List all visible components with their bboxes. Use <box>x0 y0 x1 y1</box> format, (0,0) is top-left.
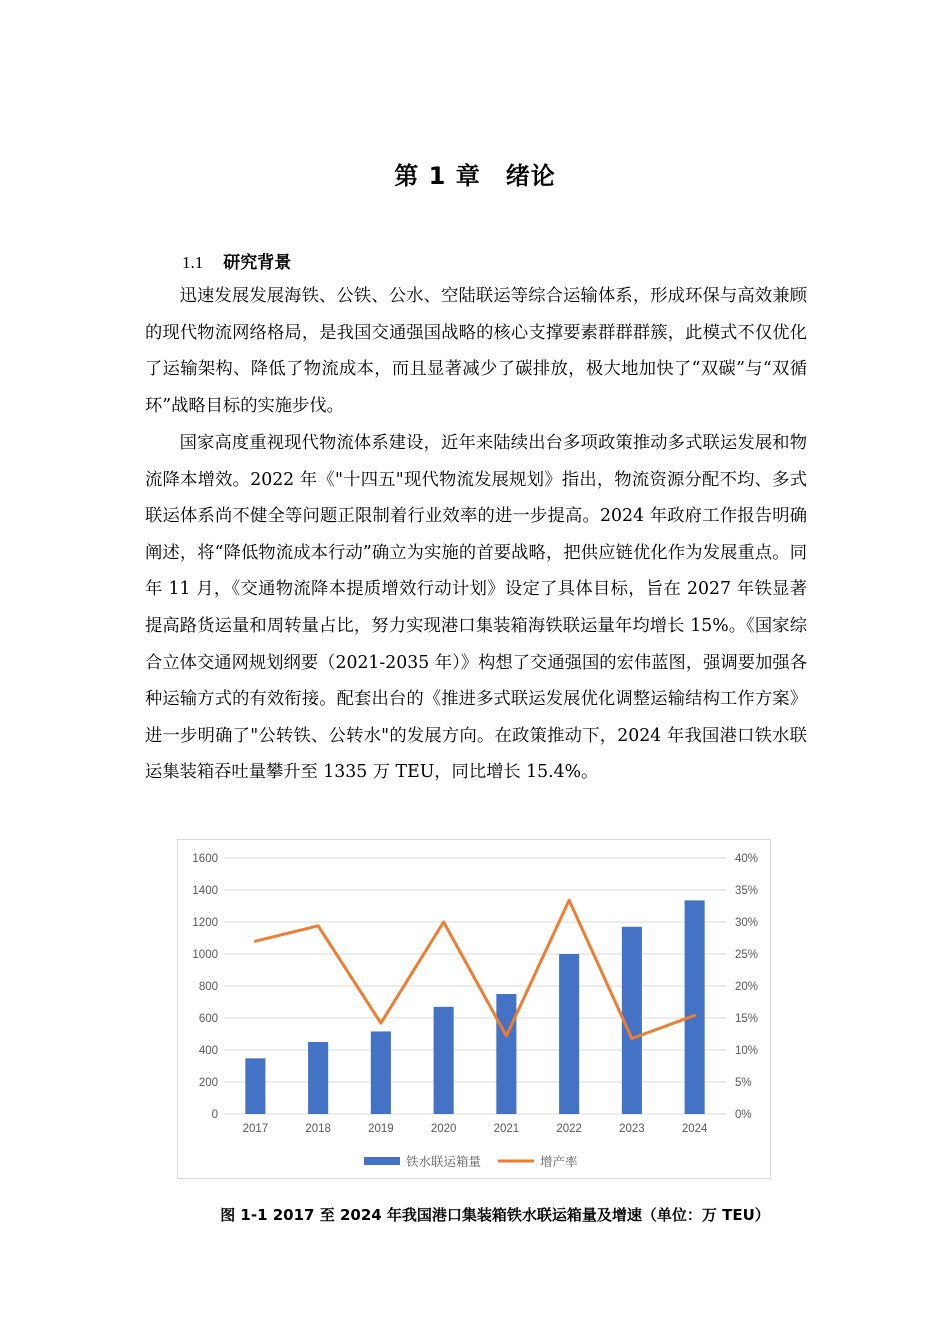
x-tick-label: 2018 <box>305 1123 331 1135</box>
bar <box>434 1007 454 1114</box>
y-right-tick-label: 5% <box>735 1077 752 1089</box>
legend-swatch-bar <box>364 1157 400 1165</box>
y-right-tick-label: 0% <box>735 1109 752 1121</box>
y-right-tick-label: 30% <box>735 917 759 929</box>
y-left-tick-label: 1600 <box>192 853 218 865</box>
x-tick-label: 2021 <box>493 1123 520 1135</box>
y-right-tick-label: 10% <box>735 1045 759 1057</box>
bar <box>308 1042 328 1114</box>
section-heading <box>182 248 291 273</box>
legend-label: 铁水联运箱量 <box>406 1154 482 1169</box>
y-left-tick-label: 200 <box>198 1077 218 1089</box>
y-left-tick-label: 1000 <box>192 949 218 961</box>
y-left-tick-label: 0 <box>211 1109 218 1121</box>
combo-chart <box>178 840 772 1180</box>
y-left-tick-label: 600 <box>198 1013 218 1025</box>
x-tick-label: 2023 <box>619 1123 645 1135</box>
chapter-title: 第 1 章 绪论 <box>394 162 556 190</box>
bar <box>685 900 705 1114</box>
bar <box>559 954 579 1114</box>
y-left-tick-label: 1200 <box>192 917 218 929</box>
y-right-tick-label: 40% <box>735 853 759 865</box>
figure-caption: 图 1-1 2017 至 2024 年我国港口集装箱铁水联运箱量及增速（单位：万 TEU） <box>220 1206 770 1224</box>
paragraph: 国家高度重视现代物流体系建设，近年来陆续出台多项政策推动多式联运发展和物流降本增效。2022 年《"十四五"现代物流发展规划》指出，物流资源分配不均、多式联运体系尚不健全等问题正限制着行业效率的进一步提高。2024 年政府工作报告明确阐述，将“降低物流成本行动”确立为实施的首要战略，把供应链优化作为发展重点。同年 11 月，《交通物流降本提质增效行动计划》设定了具体目标，旨在 2027 年铁显著提高路货运量和周转量占比，努力实现港口集装箱海铁联运量年均增长 15%。《国家综合立体交通网规划纲要（2021-2035 年）》构想了交通强国的宏伟蓝图，强调要加强各种运输方式的有效衔接。配套出台的《推进多式联运发展优化调整运输结构工作方案》进一步明确了"公转铁、公转水"的发展方向。在政策推动下，2024 年我国港口铁水联运集装箱吞吐量攀升至 1335 万 TEU，同比增长 15.4%。 <box>145 433 807 783</box>
legend-label: 增产率 <box>540 1154 578 1169</box>
section-number: 1.1 <box>182 253 204 272</box>
y-left-tick-label: 400 <box>198 1045 218 1057</box>
y-right-tick-label: 20% <box>735 981 759 993</box>
y-right-tick-label: 35% <box>735 885 759 897</box>
x-tick-label: 2017 <box>242 1123 269 1135</box>
section-title: 研究背景 <box>223 253 292 273</box>
x-tick-label: 2019 <box>368 1123 394 1135</box>
x-tick-label: 2024 <box>681 1123 708 1135</box>
y-right-tick-label: 25% <box>735 949 759 961</box>
bar <box>245 1058 265 1114</box>
y-left-tick-label: 800 <box>198 981 218 993</box>
bar <box>371 1031 391 1114</box>
y-left-tick-label: 1400 <box>192 885 218 897</box>
bar <box>496 994 516 1114</box>
x-tick-label: 2020 <box>430 1123 457 1135</box>
paragraph: 迅速发展发展海铁、公铁、公水、空陆联运等综合运输体系，形成环保与高效兼顾的现代物流网络格局，是我国交通强国战略的核心支撑要素群群群簇，此模式不仅优化了运输架构、降低了物流成本，而且显著减少了碳排放，极大地加快了“双碳”与“双循环”战略目标的实施步伐。 <box>145 286 807 416</box>
chart-container <box>177 839 771 1179</box>
y-right-tick-label: 15% <box>735 1013 759 1025</box>
x-tick-label: 2022 <box>556 1123 582 1135</box>
